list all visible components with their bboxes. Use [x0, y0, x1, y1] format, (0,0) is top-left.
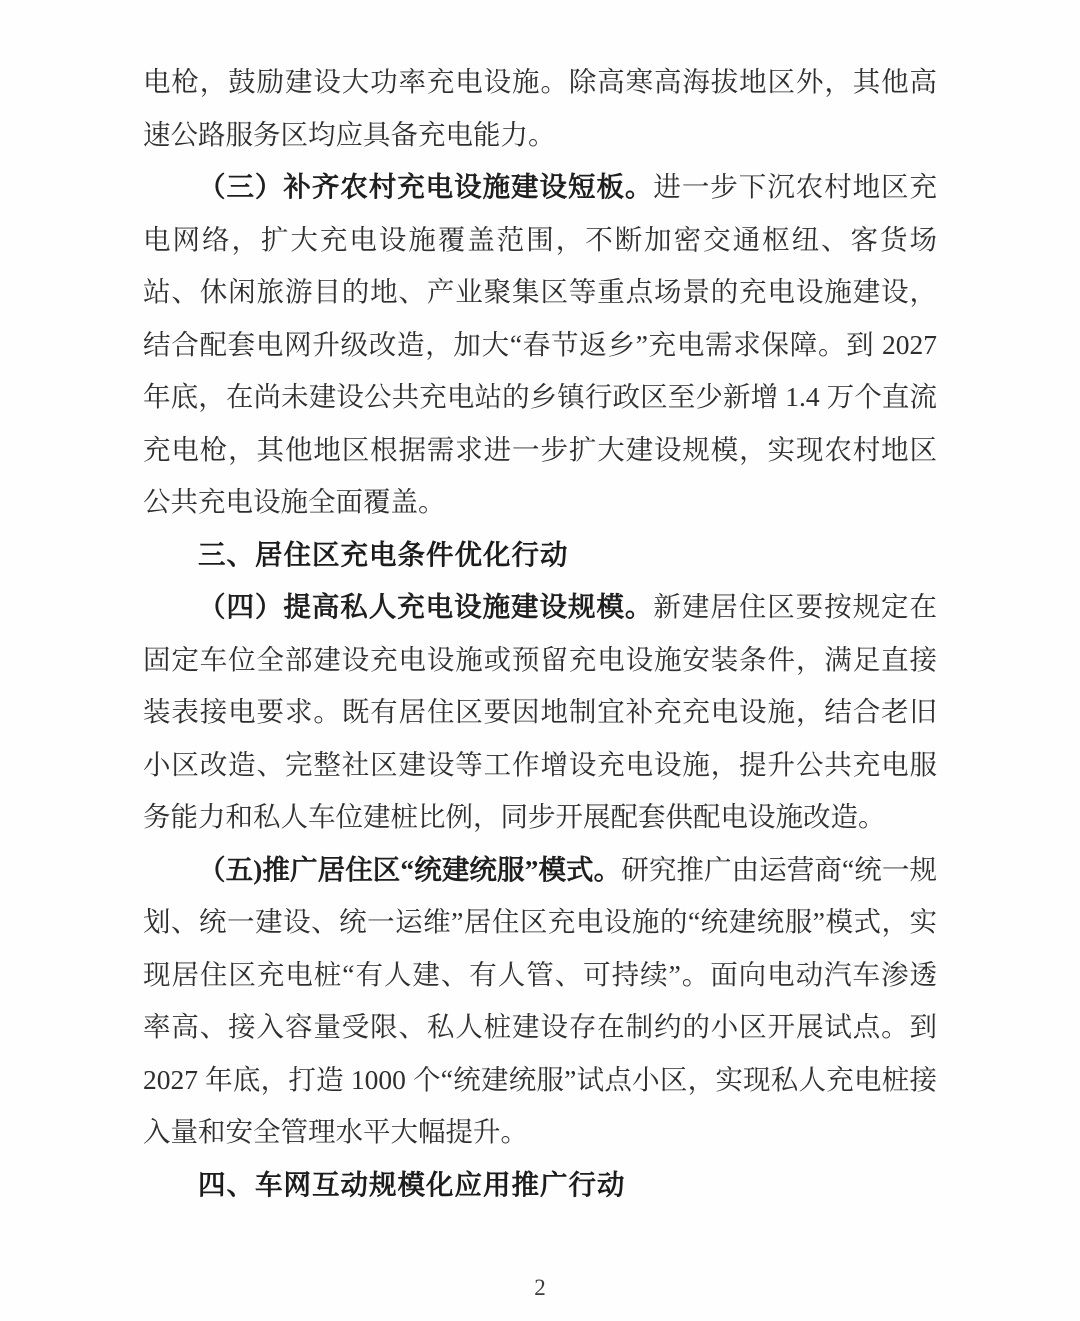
paragraph-lead: （三）补齐农村充电设施建设短板。	[198, 171, 654, 202]
paragraph	[143, 581, 937, 844]
paragraph-text: 进一步下沉农村地区充电网络，扩大充电设施覆盖范围，不断加密交通枢纽、客货场站、休闲旅游目的地、产业聚集区等重点场景的充电设施建设，结合配套电网升级改造，加大“春节返乡”充电需求保障。到 2027 年底，在尚未建设公共充电站的乡镇行政区至少新增 1.4 万个直流充电枪，其他地区根据需求进一步扩大建设规模，实现农村地区公共充电设施全面覆盖。	[143, 171, 937, 517]
paragraph	[143, 161, 937, 529]
paragraph-lead: （五)推广居住区“统建统服”模式。	[198, 853, 622, 885]
paragraph-text: 新建居住区要按规定在固定车位全部建设充电设施或预留充电设施安装条件，满足直接装表接电要求。既有居住区要因地制宜补充充电设施，结合老旧小区改造、完整社区建设等工作增设充电设施，提升公共充电服务能力和私人车位建桩比例，同步开展配套供配电设施改造。	[143, 591, 937, 832]
section-heading: 三、居住区充电条件优化行动	[198, 538, 569, 570]
paragraph-text: 研究推广由运营商“统一规划、统一建设、统一运维”居住区充电设施的“统建统服”模式，实现居住区充电桩“有人建、有人管、可持续”。面向电动汽车渗透率高、接入容量受限、私人桩建设存在制约的小区开展试点。到 2027 年底，打造 1000 个“统建统服”试点小区，实现私人充电桩接入量和安全管理水平大幅提升。	[143, 853, 937, 1147]
page-number: 2	[534, 1275, 546, 1300]
page-footer	[0, 1268, 1080, 1308]
document-body	[143, 56, 937, 1211]
paragraph-text: 电枪，鼓励建设大功率充电设施。除高寒高海拔地区外，其他高速公路服务区均应具备充电能力。	[143, 66, 937, 150]
paragraph-lead: （四）提高私人充电设施建设规模。	[198, 591, 654, 622]
paragraph-continuation	[143, 56, 937, 161]
paragraph	[143, 844, 937, 1159]
section-heading: 四、车网互动规模化应用推广行动	[198, 1168, 626, 1200]
